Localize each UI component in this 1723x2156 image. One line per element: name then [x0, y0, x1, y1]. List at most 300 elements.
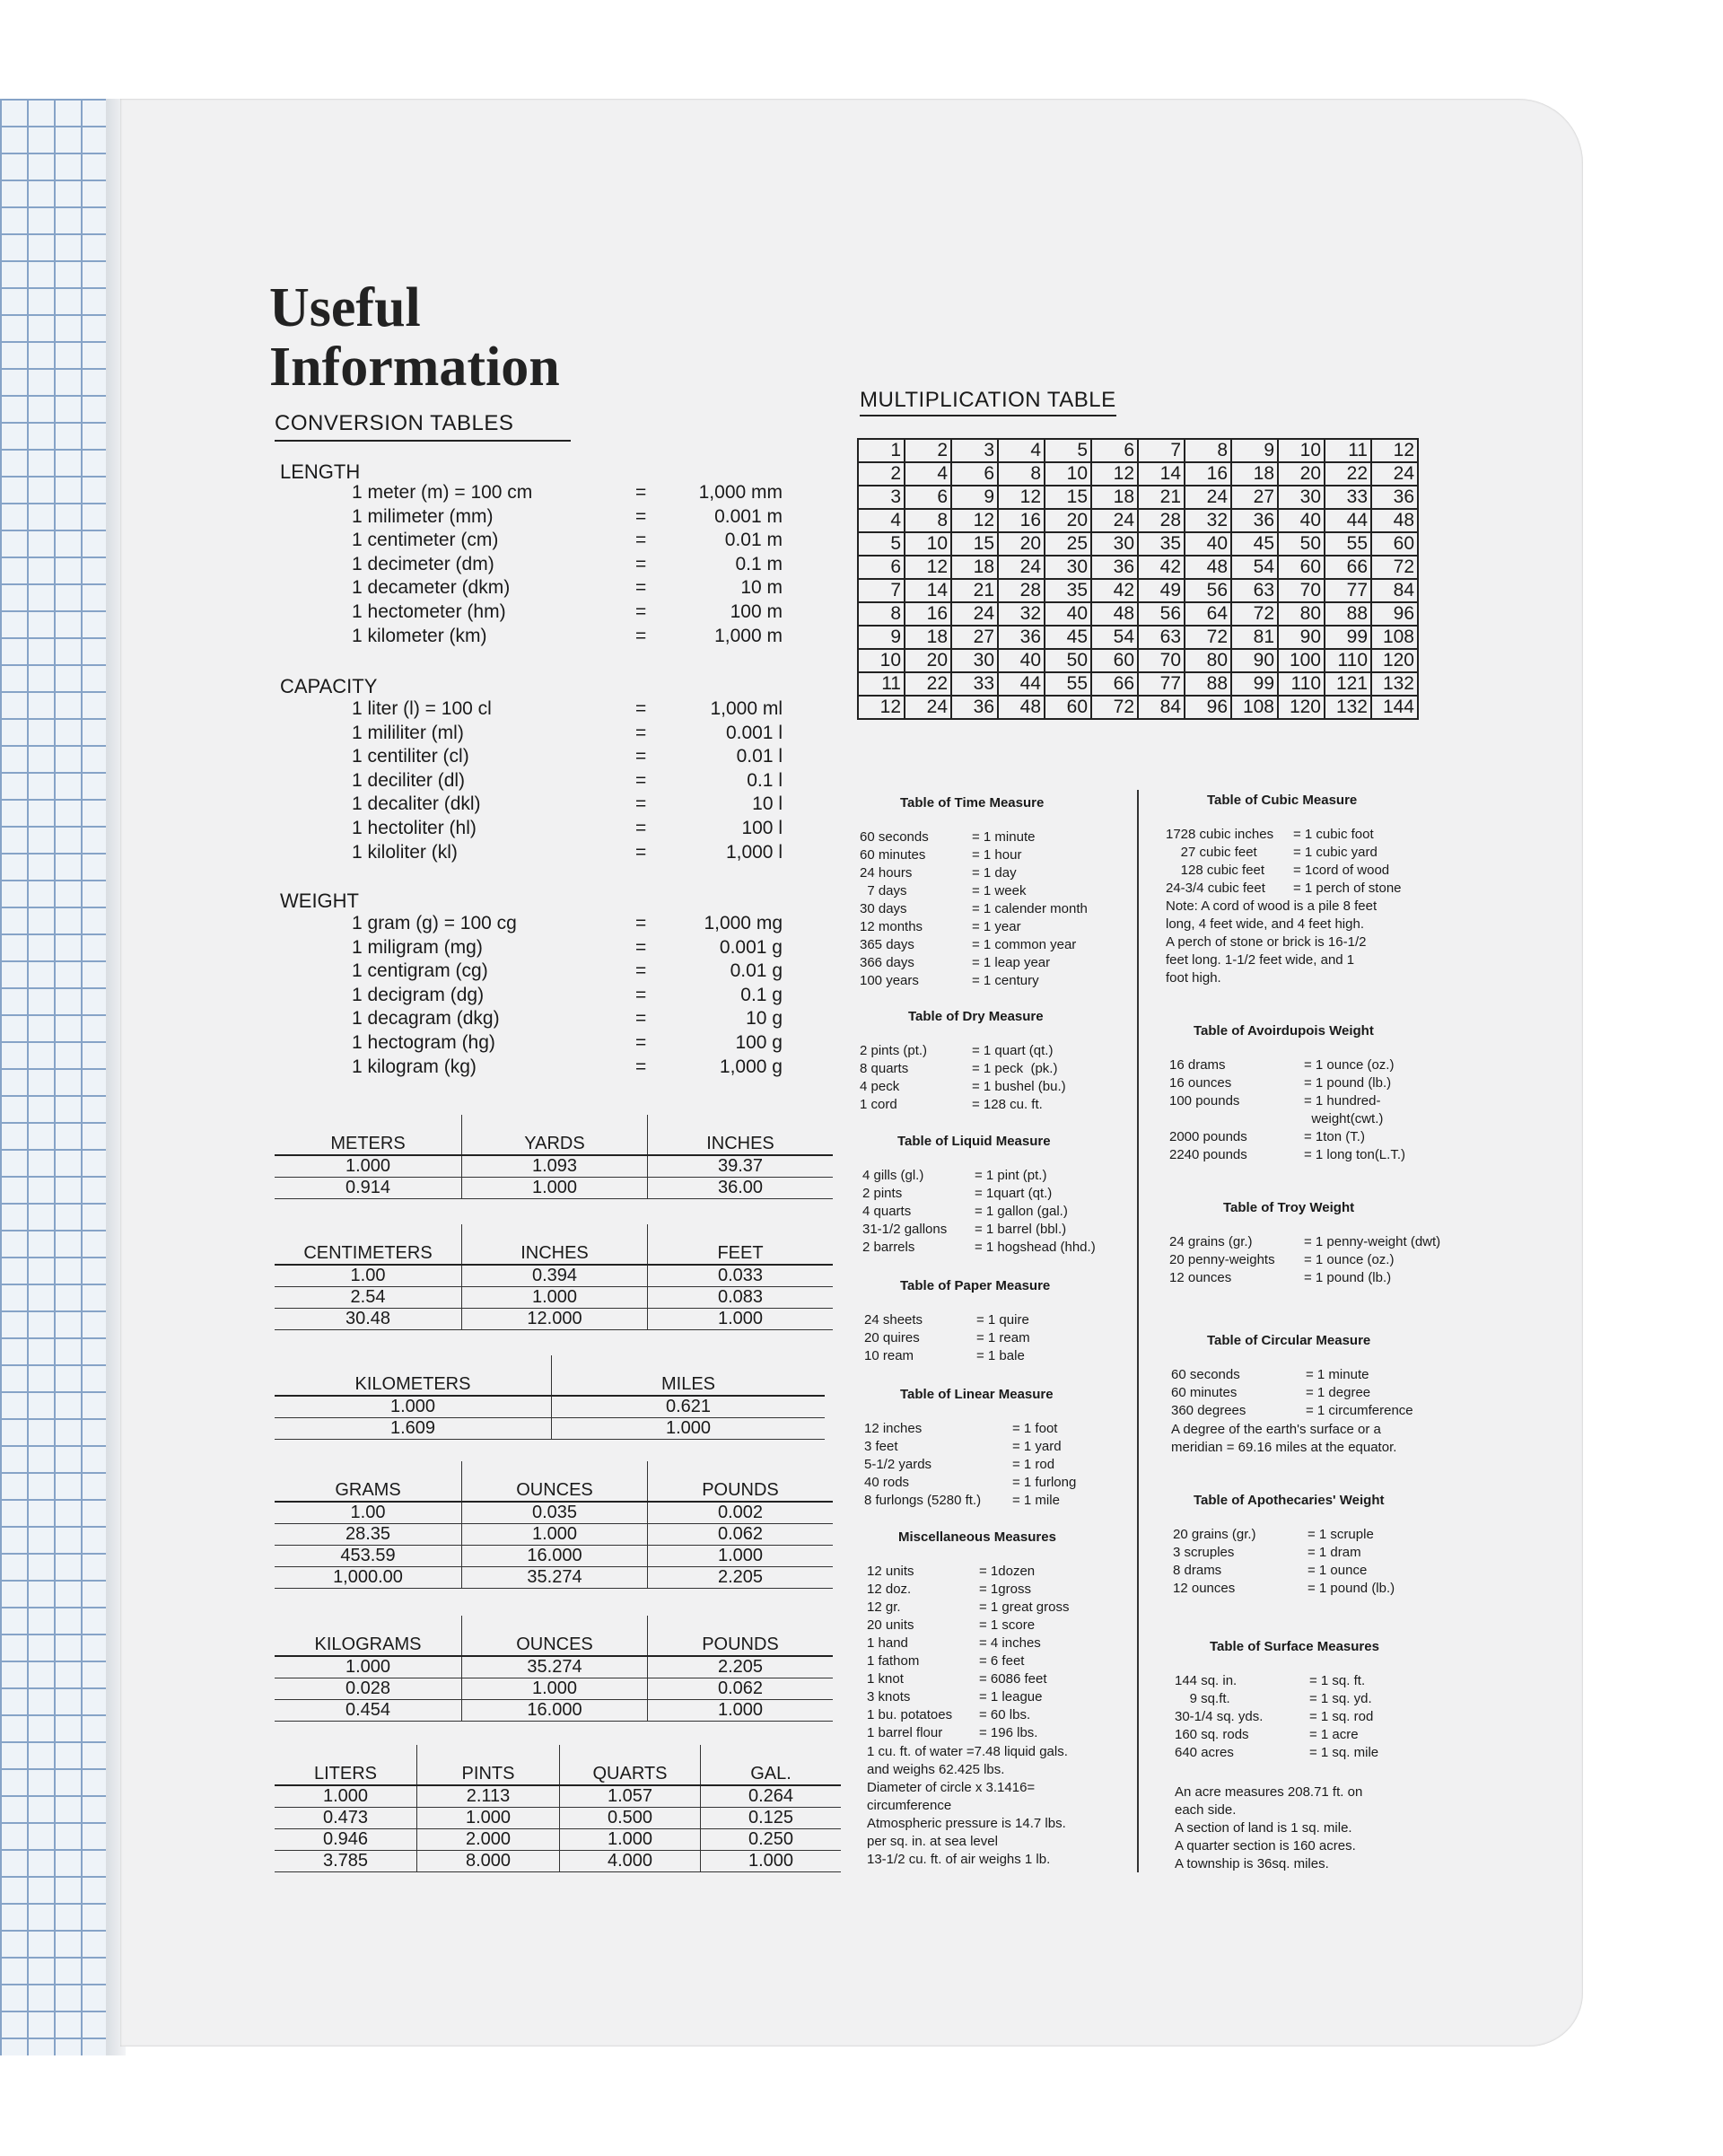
length-row: [352, 626, 783, 650]
capacity-row: [352, 698, 783, 723]
measure-quantity: 3 feet: [864, 1439, 898, 1454]
measure-equivalent: = 1 century: [972, 973, 1039, 988]
measure-quantity: 12 inches: [864, 1421, 923, 1436]
table-cell: 2.205: [648, 1567, 834, 1589]
table-row: [275, 1785, 841, 1808]
table-cell: 2.000: [417, 1829, 560, 1851]
product-cell: 14: [1138, 462, 1185, 486]
product-cell: 30: [1091, 532, 1138, 556]
equals-sign: =: [635, 577, 647, 599]
column-header: OUNCES: [462, 1461, 648, 1502]
equals-sign: =: [635, 746, 647, 767]
measure-equivalent: = 1ton (T.): [1304, 1129, 1365, 1144]
product-cell: 144: [1371, 696, 1418, 719]
table-cell: 2.205: [648, 1656, 834, 1678]
measure-title: Miscellaneous Measures: [898, 1529, 1056, 1545]
table-row: [275, 1524, 833, 1546]
product-cell: 64: [1185, 602, 1231, 626]
note-line: foot high.: [1166, 970, 1221, 986]
product-cell: 10: [858, 649, 905, 672]
measure-title: Table of Liquid Measure: [897, 1134, 1051, 1149]
product-cell: 6: [905, 486, 951, 509]
unit-equivalent: 0.01 m: [724, 530, 783, 551]
equals-sign: =: [635, 1056, 647, 1077]
measure-quantity: 1 fathom: [867, 1653, 920, 1669]
table-row: [275, 1265, 833, 1287]
measure-equivalent: = 1 common year: [972, 937, 1077, 952]
column-header: KILOMETERS: [275, 1355, 552, 1396]
measure-equivalent: = 1 quire: [976, 1312, 1029, 1328]
table-cell: 1.609: [275, 1418, 552, 1440]
multiplication-row: [858, 696, 1418, 719]
column-header: YARDS: [462, 1115, 648, 1155]
product-cell: 6: [1091, 439, 1138, 462]
product-cell: 12: [998, 486, 1045, 509]
product-cell: 18: [1091, 486, 1138, 509]
product-cell: 28: [998, 579, 1045, 602]
product-cell: 54: [1091, 626, 1138, 649]
table-cell: 1.000: [417, 1808, 560, 1829]
table-cell: 0.946: [275, 1829, 417, 1851]
table-row: [275, 1678, 833, 1700]
product-cell: 9: [858, 626, 905, 649]
measure-quantity: 2 pints (pt.): [860, 1043, 928, 1058]
product-cell: 24: [951, 602, 998, 626]
length-row: [352, 506, 783, 530]
product-cell: 18: [1231, 462, 1278, 486]
unit-equivalent: 1,000 ml: [710, 698, 783, 719]
product-cell: 48: [1371, 509, 1418, 532]
capacity-row: [352, 818, 783, 842]
table-cell: 4.000: [560, 1851, 701, 1872]
conversion-table: [275, 1224, 833, 1330]
equals-sign: =: [635, 936, 647, 958]
product-cell: 132: [1371, 672, 1418, 696]
note-line: A township is 36sq. miles.: [1175, 1856, 1329, 1871]
measure-quantity: 1 cord: [860, 1097, 897, 1112]
conversion-tables-heading: CONVERSION TABLES: [275, 411, 571, 442]
product-cell: 36: [1371, 486, 1418, 509]
unit-equivalent: 0.01 g: [730, 960, 783, 982]
length-row: [352, 601, 783, 626]
measure-equivalent: = 1 league: [979, 1689, 1043, 1705]
measure-equivalent: = 1 pound (lb.): [1304, 1270, 1392, 1285]
length-row: [352, 530, 783, 554]
product-cell: 4: [998, 439, 1045, 462]
table-cell: 30.48: [275, 1309, 462, 1330]
unit-definition: 1 liter (l) = 100 cl: [352, 698, 492, 719]
capacity-label: CAPACITY: [280, 675, 378, 697]
measure-equivalent: = 60 lbs.: [979, 1707, 1031, 1722]
measure-equivalent: = 1 acre: [1309, 1727, 1359, 1742]
unit-definition: 1 milimeter (mm): [352, 505, 494, 527]
table-cell: 1.093: [462, 1155, 648, 1178]
measure-equivalent: = 1 degree: [1306, 1385, 1371, 1400]
measure-equivalent: = 128 cu. ft.: [972, 1097, 1043, 1112]
product-cell: 8: [1185, 439, 1231, 462]
measure-equivalent: = 1 calender month: [972, 901, 1088, 916]
table-row: [275, 1656, 833, 1678]
measure-equivalent: = 1 score: [979, 1617, 1036, 1633]
measure-quantity: 366 days: [860, 955, 914, 970]
product-cell: 44: [1325, 509, 1371, 532]
weight-row: [352, 913, 783, 937]
table-row: [275, 1287, 833, 1309]
equals-sign: =: [635, 793, 647, 815]
product-cell: 10: [1278, 439, 1325, 462]
table-cell: 0.473: [275, 1808, 417, 1829]
measure-equivalent: = 1 hundred-: [1304, 1093, 1381, 1109]
product-cell: 30: [1045, 556, 1091, 579]
column-header: OUNCES: [462, 1616, 648, 1656]
product-cell: 72: [1371, 556, 1418, 579]
measure-quantity: 2 barrels: [862, 1240, 915, 1255]
product-cell: 10: [905, 532, 951, 556]
note-line: feet long. 1-1/2 feet wide, and 1: [1166, 952, 1355, 968]
product-cell: 84: [1371, 579, 1418, 602]
product-cell: 24: [1371, 462, 1418, 486]
product-cell: 60: [1278, 556, 1325, 579]
measure-quantity: 1 bu. potatoes: [867, 1707, 953, 1722]
conversion-table: [275, 1355, 825, 1440]
measure-equivalent: = 1 furlong: [1012, 1475, 1077, 1490]
table-row: [275, 1546, 833, 1567]
table-cell: 0.914: [275, 1178, 462, 1199]
table-cell: 2.54: [275, 1287, 462, 1309]
unit-definition: 1 decagram (dkg): [352, 1008, 500, 1030]
measure-quantity: 3 scruples: [1173, 1545, 1235, 1560]
product-cell: 44: [998, 672, 1045, 696]
product-cell: 66: [1091, 672, 1138, 696]
unit-definition: 1 centiliter (cl): [352, 746, 469, 767]
note-line: circumference: [867, 1798, 952, 1813]
weight-row: [352, 985, 783, 1009]
measure-equivalent: = 1gross: [979, 1582, 1031, 1597]
product-cell: 60: [1371, 532, 1418, 556]
unit-equivalent: 10 g: [746, 1008, 783, 1030]
weight-row: [352, 1008, 783, 1032]
product-cell: 36: [1231, 509, 1278, 532]
unit-equivalent: 0.1 g: [740, 984, 783, 1005]
measure-quantity: 100 pounds: [1169, 1093, 1240, 1109]
product-cell: 77: [1325, 579, 1371, 602]
measure-quantity: 8 drams: [1173, 1563, 1222, 1578]
measure-quantity: 8 furlongs (5280 ft.): [864, 1493, 982, 1508]
column-header: INCHES: [648, 1115, 834, 1155]
unit-equivalent: 100 m: [730, 601, 783, 622]
product-cell: 16: [905, 602, 951, 626]
capacity-row: [352, 746, 783, 770]
product-cell: 66: [1325, 556, 1371, 579]
capacity-row: [352, 770, 783, 794]
product-cell: 22: [905, 672, 951, 696]
product-cell: 56: [1138, 602, 1185, 626]
measure-title: Table of Apothecaries' Weight: [1194, 1493, 1385, 1508]
column-header: POUNDS: [648, 1616, 834, 1656]
table-cell: 1.000: [462, 1287, 648, 1309]
measure-equivalent: = 1 ream: [976, 1330, 1030, 1345]
product-cell: 2: [905, 439, 951, 462]
unit-definition: 1 centigram (cg): [352, 960, 488, 982]
unit-equivalent: 1,000 l: [725, 841, 783, 863]
product-cell: 132: [1325, 696, 1371, 719]
table-cell: 28.35: [275, 1524, 462, 1546]
product-cell: 20: [998, 532, 1045, 556]
note-line: long, 4 feet wide, and 4 feet high.: [1166, 916, 1364, 932]
weight-row: [352, 937, 783, 961]
table-cell: 16.000: [462, 1700, 648, 1722]
measure-equivalent: = 1 hogshead (hhd.): [975, 1240, 1096, 1255]
product-cell: 8: [858, 602, 905, 626]
product-cell: 24: [998, 556, 1045, 579]
product-cell: 14: [905, 579, 951, 602]
equals-sign: =: [635, 984, 647, 1005]
product-cell: 40: [1278, 509, 1325, 532]
measure-quantity: 100 years: [860, 973, 919, 988]
product-cell: 12: [858, 696, 905, 719]
product-cell: 27: [951, 626, 998, 649]
measure-equivalent: weight(cwt.): [1304, 1111, 1384, 1126]
product-cell: 11: [858, 672, 905, 696]
measure-title: Table of Cubic Measure: [1207, 793, 1358, 808]
table-row: [275, 1155, 833, 1178]
measure-equivalent: = 1 sq. ft.: [1309, 1673, 1366, 1688]
measure-title: Table of Troy Weight: [1223, 1200, 1355, 1215]
measure-quantity: 24-3/4 cubic feet: [1166, 881, 1265, 896]
measure-quantity: 5-1/2 yards: [864, 1457, 932, 1472]
product-cell: 20: [905, 649, 951, 672]
column-header: MILES: [552, 1355, 826, 1396]
table-cell: 1.000: [275, 1785, 417, 1808]
product-cell: 40: [1185, 532, 1231, 556]
table-cell: 35.274: [462, 1567, 648, 1589]
measure-equivalent: = 4 inches: [979, 1635, 1041, 1651]
note-line: 13-1/2 cu. ft. of air weighs 1 lb.: [867, 1852, 1051, 1867]
multiplication-row: [858, 649, 1418, 672]
length-label: LENGTH: [280, 460, 361, 483]
product-cell: 4: [858, 509, 905, 532]
unit-equivalent: 100 g: [735, 1032, 783, 1053]
table-cell: 453.59: [275, 1546, 462, 1567]
multiplication-row: [858, 672, 1418, 696]
measure-equivalent: = 1 long ton(L.T.): [1304, 1147, 1405, 1162]
note-line: each side.: [1175, 1802, 1237, 1818]
product-cell: 108: [1231, 696, 1278, 719]
table-cell: 1.000: [462, 1178, 648, 1199]
equals-sign: =: [635, 1032, 647, 1053]
table-cell: 1.000: [552, 1418, 826, 1440]
table-row: [275, 1808, 841, 1829]
table-row: [275, 1700, 833, 1722]
unit-equivalent: 10 l: [752, 793, 783, 815]
equals-sign: =: [635, 769, 647, 791]
unit-definition: 1 kilogram (kg): [352, 1056, 477, 1077]
table-cell: 0.250: [701, 1829, 842, 1851]
measure-title: Table of Dry Measure: [908, 1009, 1044, 1024]
measure-equivalent: = 1 quart (qt.): [972, 1043, 1054, 1058]
product-cell: 30: [1278, 486, 1325, 509]
multiplication-table-heading: MULTIPLICATION TABLE: [860, 388, 1116, 416]
product-cell: 12: [1371, 439, 1418, 462]
measure-quantity: 20 units: [867, 1617, 914, 1633]
multiplication-row: [858, 532, 1418, 556]
graph-paper-margin: [0, 99, 117, 2055]
length-row: [352, 482, 783, 506]
measure-equivalent: = 1 ounce (oz.): [1304, 1252, 1395, 1267]
column-header: KILOGRAMS: [275, 1616, 462, 1656]
table-cell: 8.000: [417, 1851, 560, 1872]
measure-quantity: 7 days: [860, 883, 907, 898]
unit-definition: 1 decaliter (dkl): [352, 793, 481, 815]
table-row: [275, 1418, 825, 1440]
table-cell: 1.000: [701, 1851, 842, 1872]
column-header: METERS: [275, 1115, 462, 1155]
table-row: [275, 1567, 833, 1589]
product-cell: 35: [1138, 532, 1185, 556]
product-cell: 6: [951, 462, 998, 486]
product-cell: 32: [1185, 509, 1231, 532]
equals-sign: =: [635, 553, 647, 574]
product-cell: 9: [1231, 439, 1278, 462]
measure-equivalent: = 1 year: [972, 919, 1021, 934]
measure-quantity: 1 knot: [867, 1671, 904, 1687]
product-cell: 80: [1185, 649, 1231, 672]
measure-title: Table of Circular Measure: [1207, 1333, 1371, 1348]
measure-quantity: 60 seconds: [1171, 1367, 1240, 1382]
product-cell: 56: [1185, 579, 1231, 602]
product-cell: 42: [1091, 579, 1138, 602]
capacity-row: [352, 842, 783, 866]
measure-equivalent: = 1 bale: [976, 1348, 1025, 1363]
product-cell: 49: [1138, 579, 1185, 602]
note-line: A section of land is 1 sq. mile.: [1175, 1820, 1352, 1836]
product-cell: 60: [1045, 696, 1091, 719]
table-cell: 1.00: [275, 1502, 462, 1524]
weight-row: [352, 1056, 783, 1081]
product-cell: 120: [1371, 649, 1418, 672]
unit-definition: 1 hectometer (hm): [352, 601, 506, 622]
measure-equivalent: = 6 feet: [979, 1653, 1025, 1669]
measure-quantity: 60 minutes: [1171, 1385, 1238, 1400]
measure-equivalent: = 1quart (qt.): [975, 1186, 1053, 1201]
equals-sign: =: [635, 722, 647, 743]
equals-sign: =: [635, 913, 647, 933]
unit-equivalent: 1,000 g: [719, 1056, 783, 1077]
table-cell: 1.057: [560, 1785, 701, 1808]
measure-quantity: 2000 pounds: [1169, 1129, 1247, 1144]
note-line: Diameter of circle x 3.1416=: [867, 1780, 1036, 1795]
measure-equivalent: = 1 foot: [1012, 1421, 1058, 1436]
product-cell: 88: [1325, 602, 1371, 626]
measure-equivalent: = 1 bushel (bu.): [972, 1079, 1066, 1094]
unit-definition: 1 decigram (dg): [352, 984, 485, 1005]
product-cell: 54: [1231, 556, 1278, 579]
multiplication-row: [858, 509, 1418, 532]
table-cell: 1.000: [275, 1396, 552, 1418]
product-cell: 1: [858, 439, 905, 462]
measure-quantity: 30-1/4 sq. yds.: [1175, 1709, 1264, 1724]
table-cell: 35.274: [462, 1656, 648, 1678]
product-cell: 35: [1045, 579, 1091, 602]
product-cell: 24: [1185, 486, 1231, 509]
product-cell: 50: [1045, 649, 1091, 672]
product-cell: 88: [1185, 672, 1231, 696]
measure-equivalent: = 1 scruple: [1308, 1527, 1374, 1542]
table-cell: 1.000: [560, 1829, 701, 1851]
table-cell: 1.000: [648, 1546, 834, 1567]
measure-quantity: 30 days: [860, 901, 907, 916]
product-cell: 7: [1138, 439, 1185, 462]
product-cell: 48: [998, 696, 1045, 719]
product-cell: 70: [1278, 579, 1325, 602]
column-header: LITERS: [275, 1745, 417, 1785]
column-header: GAL.: [701, 1745, 842, 1785]
measure-quantity: 4 gills (gl.): [862, 1168, 924, 1183]
column-divider: [1137, 790, 1139, 1872]
product-cell: 10: [1045, 462, 1091, 486]
measure-equivalent: = 1 circumference: [1306, 1403, 1413, 1418]
unit-equivalent: 0.1 m: [735, 553, 783, 574]
measure-quantity: 12 months: [860, 919, 923, 934]
unit-equivalent: 1,000 m: [714, 625, 783, 646]
multiplication-row: [858, 462, 1418, 486]
product-cell: 99: [1325, 626, 1371, 649]
product-cell: 81: [1231, 626, 1278, 649]
measure-quantity: 27 cubic feet: [1166, 845, 1257, 860]
measure-quantity: 12 ounces: [1169, 1270, 1232, 1285]
note-line: A perch of stone or brick is 16-1/2: [1166, 934, 1367, 950]
unit-definition: 1 decameter (dkm): [352, 577, 511, 599]
equals-sign: =: [635, 1008, 647, 1030]
note-line: per sq. in. at sea level: [867, 1834, 998, 1849]
column-header: POUNDS: [648, 1461, 834, 1502]
measure-title: Table of Time Measure: [900, 795, 1045, 811]
table-cell: 1.000: [462, 1678, 648, 1700]
equals-sign: =: [635, 482, 647, 503]
multiplication-row: [858, 486, 1418, 509]
product-cell: 72: [1185, 626, 1231, 649]
measure-quantity: 10 ream: [864, 1348, 914, 1363]
measure-quantity: 360 degrees: [1171, 1403, 1246, 1418]
product-cell: 6: [858, 556, 905, 579]
product-cell: 121: [1325, 672, 1371, 696]
measure-equivalent: = 1 day: [972, 865, 1017, 881]
note-line: A degree of the earth's surface or a: [1171, 1422, 1381, 1437]
table-cell: 0.500: [560, 1808, 701, 1829]
table-cell: 1.000: [648, 1309, 834, 1330]
measure-quantity: 2240 pounds: [1169, 1147, 1247, 1162]
measure-equivalent: = 1 week: [972, 883, 1027, 898]
measure-equivalent: = 1 gallon (gal.): [975, 1204, 1068, 1219]
equals-sign: =: [635, 698, 647, 719]
unit-equivalent: 1,000 mg: [704, 913, 783, 933]
column-header: QUARTS: [560, 1745, 701, 1785]
unit-equivalent: 0.001 l: [725, 722, 783, 743]
measure-quantity: 2 pints: [862, 1186, 903, 1201]
measure-quantity: 12 doz.: [867, 1582, 912, 1597]
product-cell: 12: [1091, 462, 1138, 486]
table-cell: 0.062: [648, 1678, 834, 1700]
product-cell: 99: [1231, 672, 1278, 696]
product-cell: 3: [858, 486, 905, 509]
product-cell: 77: [1138, 672, 1185, 696]
measure-title: Table of Linear Measure: [900, 1387, 1054, 1402]
measure-quantity: 31-1/2 gallons: [862, 1222, 948, 1237]
measure-equivalent: = 1 minute: [972, 829, 1036, 845]
table-cell: 0.394: [462, 1265, 648, 1287]
measure-quantity: 12 units: [867, 1564, 914, 1579]
equals-sign: =: [635, 601, 647, 622]
